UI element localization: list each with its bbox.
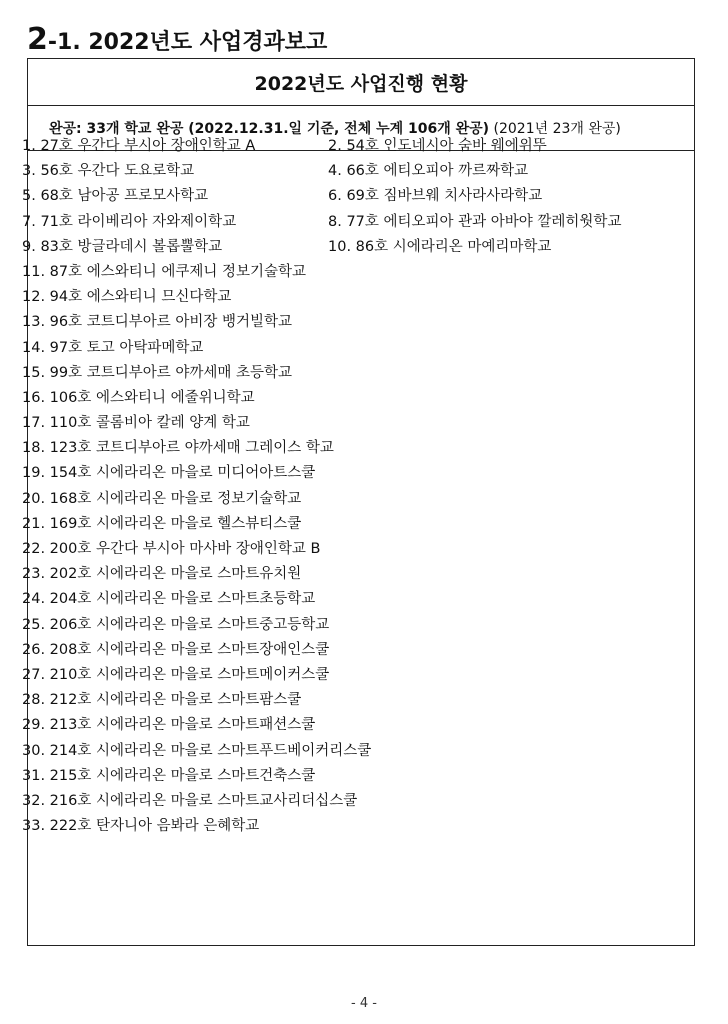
list-item xyxy=(328,436,662,461)
list-item: 18. 123호 코트디부아르 야까세매 그레이스 학교 xyxy=(22,440,334,457)
school-list xyxy=(22,134,662,839)
list-row xyxy=(22,638,662,663)
list-item: 32. 216호 시에라리온 마을로 스마트교사리더십스쿨 xyxy=(22,792,358,809)
list-item: 22. 200호 우간다 부시아 마사바 장애인학교 B xyxy=(22,541,321,557)
list-item: 14. 97호 토고 아탁파메학교 xyxy=(22,339,204,356)
list-row xyxy=(22,436,662,461)
list-row xyxy=(22,587,662,612)
list-row xyxy=(22,814,662,839)
list-item xyxy=(328,562,662,587)
list-item xyxy=(328,336,662,361)
list-item: 3. 56호 우간다 도요로학교 xyxy=(22,163,195,180)
list-row xyxy=(22,512,662,537)
list-item: 6. 69호 짐바브웨 치사라사라학교 xyxy=(328,188,543,205)
list-item xyxy=(328,663,662,688)
list-item xyxy=(328,537,662,562)
list-row xyxy=(22,336,662,361)
list-item xyxy=(328,260,662,285)
list-item xyxy=(328,713,662,738)
list-item xyxy=(328,638,662,663)
list-item: 17. 110호 콜롬비아 칼레 양계 학교 xyxy=(22,415,250,432)
list-item: 30. 214호 시에라리온 마을로 스마트푸드베이커리스쿨 xyxy=(22,742,372,759)
list-item xyxy=(328,814,662,839)
list-item: 21. 169호 시에라리온 마을로 헬스뷰티스쿨 xyxy=(22,515,302,532)
list-row xyxy=(22,688,662,713)
list-row xyxy=(22,663,662,688)
list-item xyxy=(328,461,662,486)
box-title: 2022년도 사업진행 현황 xyxy=(28,59,694,106)
list-item: 19. 154호 시에라리온 마을로 미디어아트스쿨 xyxy=(22,465,316,482)
section-heading xyxy=(27,22,327,57)
list-item: 29. 213호 시에라리온 마을로 스마트패션스쿨 xyxy=(22,717,316,734)
list-item: 28. 212호 시에라리온 마을로 스마트팜스쿨 xyxy=(22,692,302,709)
list-item: 1. 27호 우간다 부시아 장애인학교 A xyxy=(22,138,256,154)
list-row xyxy=(22,134,662,159)
list-item xyxy=(328,310,662,335)
list-item xyxy=(328,587,662,612)
list-row xyxy=(22,159,662,184)
list-item: 27. 210호 시에라리온 마을로 스마트메이커스쿨 xyxy=(22,666,330,683)
list-row xyxy=(22,184,662,209)
list-item: 5. 68호 남아공 프로모사학교 xyxy=(22,188,209,205)
list-item: 2. 54호 인도네시아 숨바 웨에위뚜 xyxy=(328,138,547,154)
list-item: 10. 86호 시에라리온 마예리마학교 xyxy=(328,238,552,255)
list-row xyxy=(22,487,662,512)
page-number: - 4 - xyxy=(351,996,377,1011)
summary-note: (2021년 23개 완공) xyxy=(493,121,621,137)
list-item: 13. 96호 코트디부아르 아비장 뱅거빌학교 xyxy=(22,314,293,331)
list-row xyxy=(22,613,662,638)
list-item: 31. 215호 시에라리온 마을로 스마트건축스쿨 xyxy=(22,767,316,784)
list-row xyxy=(22,411,662,436)
list-item xyxy=(328,285,662,310)
list-item xyxy=(328,613,662,638)
list-row xyxy=(22,739,662,764)
summary-bold: 완공: 33개 학교 완공 (2022.12.31.일 기준, 전체 누계 106개 완공) xyxy=(49,121,490,137)
list-row xyxy=(22,285,662,310)
list-item xyxy=(328,386,662,411)
list-item: 16. 106호 에스와티니 에줄위니학교 xyxy=(22,389,255,406)
list-row xyxy=(22,764,662,789)
list-item: 26. 208호 시에라리온 마을로 스마트장애인스쿨 xyxy=(22,641,330,658)
list-item: 23. 202호 시에라리온 마을로 스마트유치원 xyxy=(22,566,302,583)
list-row xyxy=(22,210,662,235)
list-item: 7. 71호 라이베리아 자와제이학교 xyxy=(22,213,237,230)
list-row xyxy=(22,386,662,411)
list-row xyxy=(22,260,662,285)
list-item xyxy=(328,411,662,436)
list-row xyxy=(22,537,662,562)
list-row xyxy=(22,361,662,386)
list-item: 24. 204호 시에라리온 마을로 스마트초등학교 xyxy=(22,591,316,608)
list-item: 12. 94호 에스와티니 므신다학교 xyxy=(22,289,232,306)
list-item xyxy=(328,764,662,789)
list-item: 33. 222호 탄자니아 음봐라 은혜학교 xyxy=(22,818,260,835)
section-number: 2 xyxy=(27,22,48,57)
list-item xyxy=(328,487,662,512)
list-row xyxy=(22,461,662,486)
list-item xyxy=(328,688,662,713)
list-item: 8. 77호 에티오피아 관과 아바야 깔레히웟학교 xyxy=(328,213,622,230)
section-title: -1. 2022년도 사업경과보고 xyxy=(47,30,328,55)
list-row xyxy=(22,310,662,335)
list-row xyxy=(22,789,662,814)
list-row xyxy=(22,713,662,738)
list-item: 9. 83호 방글라데시 볼롭뿔학교 xyxy=(22,238,223,255)
list-item xyxy=(328,512,662,537)
list-row xyxy=(22,235,662,260)
list-item: 11. 87호 에스와티니 에쿠제니 정보기술학교 xyxy=(22,263,307,280)
list-item: 15. 99호 코트디부아르 야까세매 초등학교 xyxy=(22,364,293,381)
list-item xyxy=(328,739,662,764)
list-item xyxy=(328,789,662,814)
list-row xyxy=(22,562,662,587)
list-item: 20. 168호 시에라리온 마을로 정보기술학교 xyxy=(22,490,302,507)
list-item xyxy=(328,361,662,386)
list-item: 25. 206호 시에라리온 마을로 스마트중고등학교 xyxy=(22,616,330,633)
list-item: 4. 66호 에티오피아 까르짜학교 xyxy=(328,163,529,180)
